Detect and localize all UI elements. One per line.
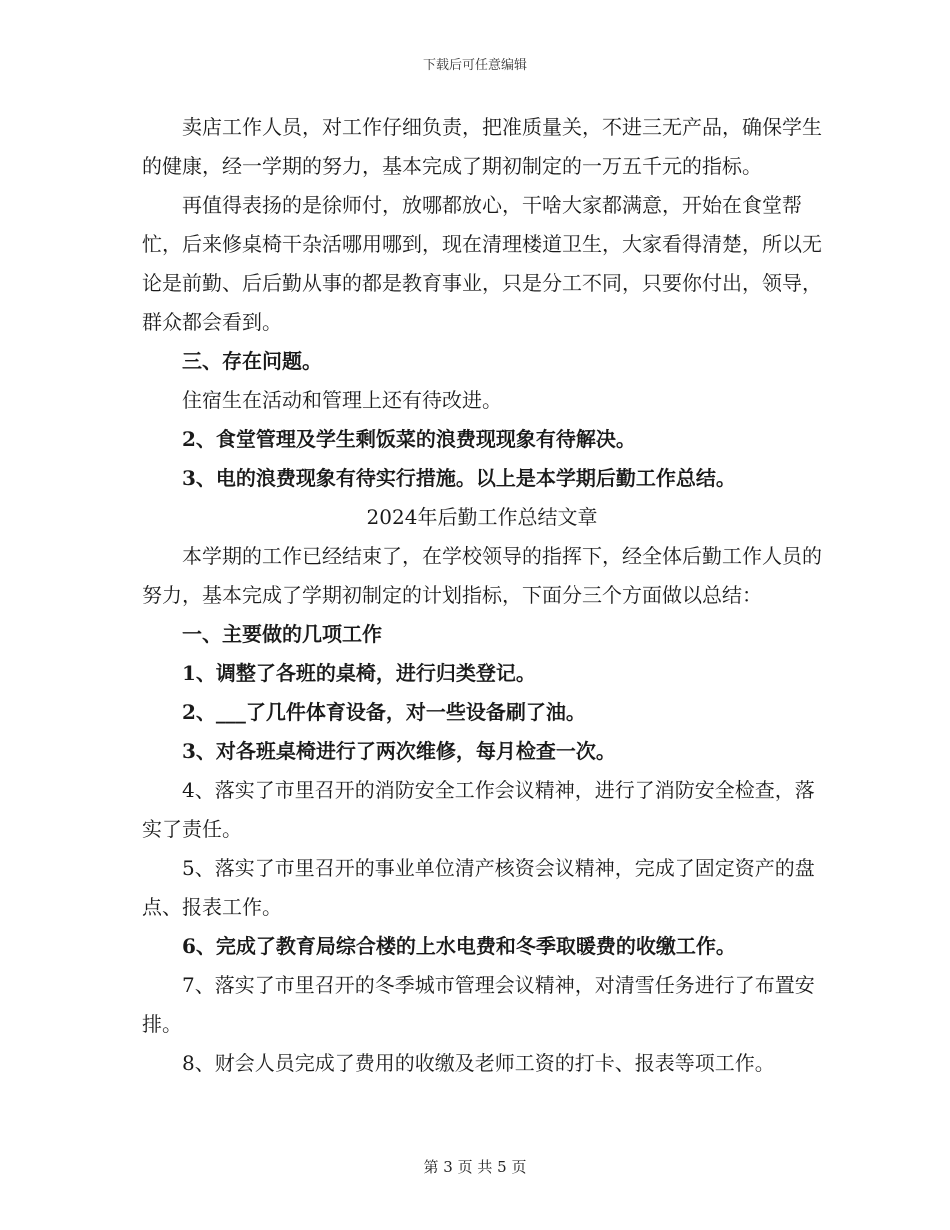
section-heading-main-work: 一、主要做的几项工作 — [182, 622, 382, 646]
work-item-6: 6、完成了教育局综合楼的上水电费和冬季取暖费的收缴工作。 — [182, 934, 736, 958]
work-item-5: 5、落实了市里召开的事业单位清产核资会议精神，完成了固定资产的盘点、报表工作。 — [142, 856, 815, 919]
paragraph-6: 3、电的浪费现象有待实行措施。以上是本学期后勤工作总结。 — [182, 466, 736, 490]
page-number-footer: 第 3 页 共 5 页 — [423, 1158, 527, 1176]
paragraph-2: 再值得表扬的是徐师付，放哪都放心，干啥大家都满意，开始在食堂帮忙，后来修桌椅干杂活哪用哪到，现在清理楼道卫生，大家看得清楚，所以无论是前勤、后后勤从事的都是教育事业，只是分工不同，只要你付出，领导，群众都会看到。 — [142, 193, 822, 334]
work-item-3: 3、对各班桌椅进行了两次维修，每月检查一次。 — [182, 739, 616, 763]
section-heading-problems: 三、存在问题。 — [182, 349, 322, 373]
document-body — [142, 108, 822, 1083]
paragraph-1: 卖店工作人员，对工作仔细负责，把准质量关，不进三无产品，确保学生的健康，经一学期的努力，基本完成了期初制定的一万五千元的指标。 — [142, 115, 822, 178]
work-item-7: 7、落实了市里召开的冬季城市管理会议精神，对清雪任务进行了布置安排。 — [142, 973, 815, 1036]
page-header-note: 下载后可任意编辑 — [422, 58, 527, 73]
work-item-1: 1、调整了各班的桌椅，进行归类登记。 — [182, 661, 536, 685]
work-item-8: 8、财会人员完成了费用的收缴及老师工资的打卡、报表等项工作。 — [182, 1051, 775, 1075]
paragraph-5: 2、食堂管理及学生剩饭菜的浪费现现象有待解决。 — [182, 427, 636, 451]
document-title: 2024年后勤工作总结文章 — [366, 505, 598, 529]
work-item-4: 4、落实了市里召开的消防安全工作会议精神，进行了消防安全检查，落实了责任。 — [142, 778, 815, 841]
paragraph-4: 住宿生在活动和管理上还有待改进。 — [182, 388, 502, 412]
intro-paragraph: 本学期的工作已经结束了，在学校领导的指挥下，经全体后勤工作人员的努力，基本完成了学期初制定的计划指标，下面分三个方面做以总结： — [142, 544, 822, 607]
work-item-2: 2、___了几件体育设备，对一些设备刷了油。 — [182, 700, 586, 724]
